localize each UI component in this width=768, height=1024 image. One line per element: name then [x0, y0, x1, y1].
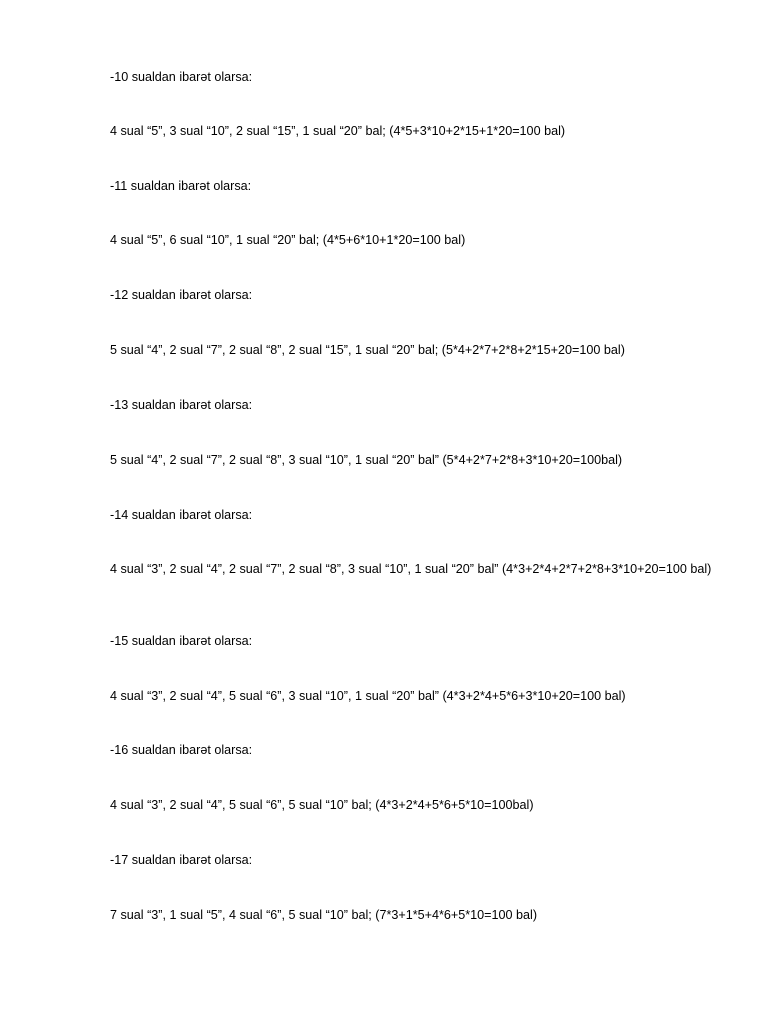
score-breakdown-14: 4 sual “3”, 2 sual “4”, 2 sual “7”, 2 sual “8”, 3 sual “10”, 1 sual “20” bal” (4*3+2*4+2*7+2*8+3*10+20=100 bal) — [110, 562, 712, 576]
heading-10-questions: -10 sualdan ibarət olarsa: — [110, 70, 253, 84]
heading-12-questions: -12 sualdan ibarət olarsa: — [110, 288, 253, 302]
heading-15-questions: -15 sualdan ibarət olarsa: — [110, 634, 253, 648]
heading-11-questions: -11 sualdan ibarət olarsa: — [110, 179, 252, 193]
heading-14-questions: -14 sualdan ibarət olarsa: — [110, 508, 253, 522]
score-breakdown-17: 7 sual “3”, 1 sual “5”, 4 sual “6”, 5 sual “10” bal; (7*3+1*5+4*6+5*10=100 bal) — [110, 908, 538, 922]
score-breakdown-11: 4 sual “5”, 6 sual “10”, 1 sual “20” bal; (4*5+6*10+1*20=100 bal) — [110, 233, 466, 247]
score-breakdown-16: 4 sual “3”, 2 sual “4”, 5 sual “6”, 5 sual “10” bal; (4*3+2*4+5*6+5*10=100bal) — [110, 798, 534, 812]
score-breakdown-15: 4 sual “3”, 2 sual “4”, 5 sual “6”, 3 sual “10”, 1 sual “20” bal” (4*3+2*4+5*6+3*10+20=100 bal) — [110, 689, 626, 703]
score-breakdown-10: 4 sual “5”, 3 sual “10”, 2 sual “15”, 1 sual “20” bal; (4*5+3*10+2*15+1*20=100 bal) — [110, 124, 566, 138]
heading-17-questions: -17 sualdan ibarət olarsa: — [110, 853, 253, 867]
score-breakdown-12: 5 sual “4”, 2 sual “7”, 2 sual “8”, 2 sual “15”, 1 sual “20” bal; (5*4+2*7+2*8+2*15+20=100 bal) — [110, 343, 625, 357]
score-breakdown-13: 5 sual “4”, 2 sual “7”, 2 sual “8”, 3 sual “10”, 1 sual “20” bal” (5*4+2*7+2*8+3*10+20=100bal) — [110, 453, 623, 467]
heading-16-questions: -16 sualdan ibarət olarsa: — [110, 743, 253, 757]
heading-13-questions: -13 sualdan ibarət olarsa: — [110, 398, 253, 412]
